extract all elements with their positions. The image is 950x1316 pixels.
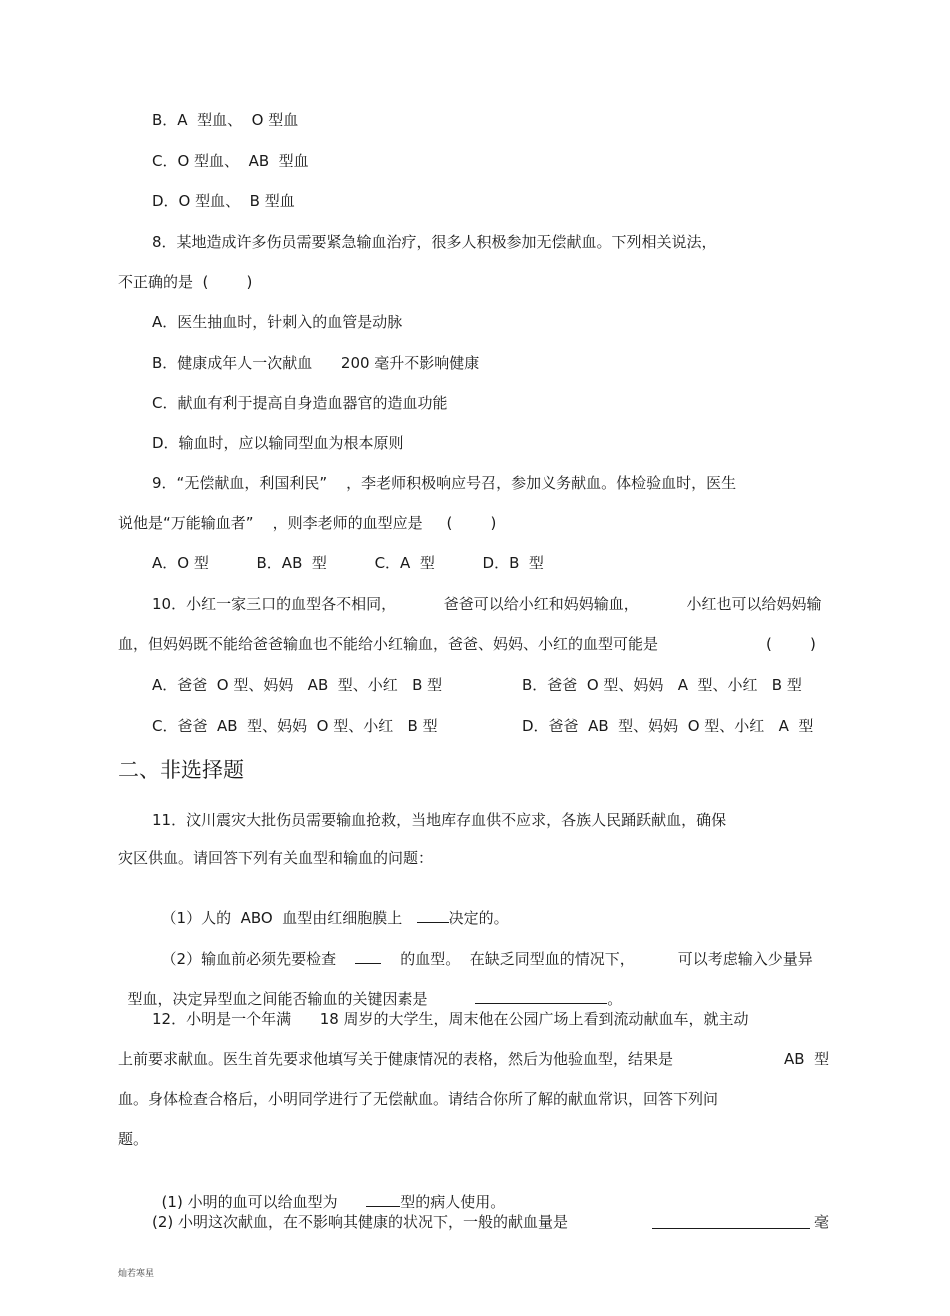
q11-part2-blank[interactable] (355, 949, 381, 964)
q11-part2-line2 (118, 969, 622, 1009)
q10-option-b: B．爸爸 O 型、妈妈 A 型、小红 B 型 (522, 676, 802, 694)
q12-stem-line3: 血。身体检查合格后，小明同学进行了无偿献血。请结合你所了解的献血常识，回答下列问 (118, 1090, 719, 1108)
q12-stem-line1: 12．小明是一个年满 18 周岁的大学生，周末他在公园广场上看到流动献血车，就主动 (152, 1010, 749, 1028)
q12-stem-line2: 上前要求献血。医生首先要求他填写关于健康情况的表格，然后为他验血型，结果是 (118, 1050, 674, 1068)
q12-part2-unit: 毫 (814, 1213, 830, 1231)
q11-stem-line2: 灾区供血。请回答下列有关血型和输血的问题： (118, 849, 434, 867)
q10-option-d: D．爸爸 AB 型、妈妈 O 型、小红 A 型 (522, 717, 814, 735)
q11-part2-line2-prefix: 型血，决定异型血之间能否输血的关键因素是 (127, 990, 476, 1008)
q12-part2: (2) 小明这次献血，在不影响其健康的状况下，一般的献血量是 (152, 1213, 569, 1231)
page-footer: 灿若寒星 (118, 1269, 155, 1279)
q7-option-c: C．O 型血、 AB 型血 (152, 152, 309, 170)
q8-option-a: A．医生抽血时，针刺入的血管是动脉 (152, 313, 403, 331)
q11-part1-suffix: 决定的。 (448, 909, 509, 927)
q11-part2 (152, 929, 813, 969)
q7-option-b: B．A 型血、 O 型血 (152, 111, 299, 129)
q12-stem-line2-tail: AB 型 (784, 1050, 830, 1068)
q12-part1 (152, 1172, 505, 1212)
section-title: 二、非选择题 (118, 758, 244, 782)
q8-option-d: D．输血时，应以输同型血为根本原则 (152, 434, 404, 452)
q10-option-c: C．爸爸 AB 型、妈妈 O 型、小红 B 型 (152, 717, 438, 735)
q11-part2-prefix: （2）输血前必须先要检查 (161, 950, 356, 968)
q11-part1 (152, 888, 509, 928)
q12-part1-blank[interactable] (366, 1192, 400, 1207)
q8-option-b: B．健康成年人一次献血 200 毫升不影响健康 (152, 354, 480, 372)
q10-stem-line2: 血，但妈妈既不能给爸爸输血也不能给小红输血，爸爸、妈妈、小红的血型可能是 (118, 635, 659, 653)
q8-option-c: C．献血有利于提高自身造血器官的造血功能 (152, 394, 448, 412)
q12-part1-suffix: 型的病人使用。 (400, 1193, 506, 1211)
q11-part2-line2-blank[interactable] (475, 989, 607, 1004)
q11-part1-prefix: （1）人的 ABO 血型由红细胞膜上 (161, 909, 417, 927)
q9-stem-line1: 9．“无偿献血，利国利民” ，李老师积极响应号召，参加义务献血。体检验血时，医生 (152, 474, 737, 492)
q9-stem-line2: 说他是“万能输血者” ，则李老师的血型应是 ( ) (118, 514, 497, 532)
q11-stem-line1: 11．汶川震灾大批伤员需要输血抢救，当地库存血供不应求，各族人民踊跃献血，确保 (152, 811, 727, 829)
q11-part1-blank[interactable] (417, 908, 449, 923)
q11-part2-line2-suffix: 。 (607, 990, 623, 1008)
q10-answer-bracket: ( ) (766, 635, 816, 653)
q9-options: A．O 型 B．AB 型 C．A 型 D．B 型 (152, 554, 544, 572)
q11-part2-suffix: 的血型。 在缺乏同型血的情况下， 可以考虑输入少量异 (381, 950, 813, 968)
q10-option-a: A．爸爸 O 型、妈妈 AB 型、小红 B 型 (152, 676, 443, 694)
q12-part2-blank[interactable] (652, 1214, 810, 1229)
q10-stem-line1: 10．小红一家三口的血型各不相同， 爸爸可以给小红和妈妈输血， 小红也可以给妈妈输 (152, 595, 822, 613)
q12-stem-line4: 题。 (118, 1130, 149, 1148)
q8-stem-line1: 8．某地造成许多伤员需要紧急输血治疗，很多人积极参加无偿献血。下列相关说法， (152, 233, 717, 251)
q12-part1-prefix: (1) 小明的血可以给血型为 (161, 1193, 367, 1211)
q7-option-d: D．O 型血、 B 型血 (152, 192, 295, 210)
q8-stem-line2: 不正确的是 ( ) (118, 273, 253, 291)
